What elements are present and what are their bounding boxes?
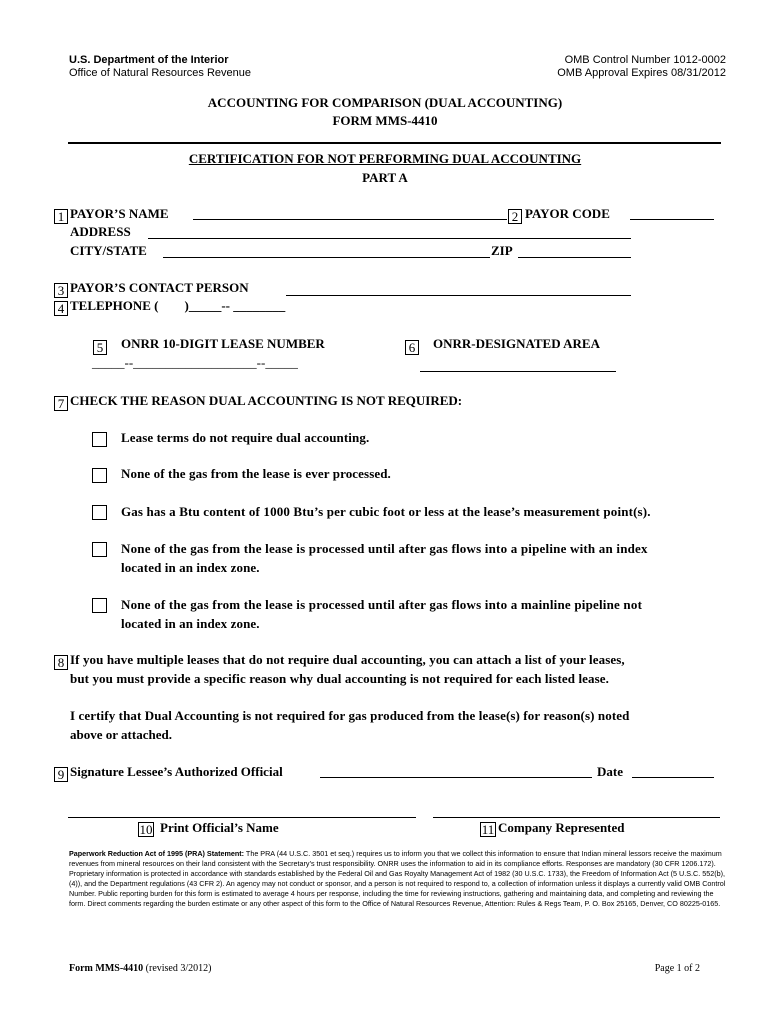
payors-name-label: PAYOR’S NAME: [70, 206, 169, 221]
field-number-4: 4: [54, 301, 68, 316]
signature-label: Signature Lessee’s Authorized Official: [70, 764, 283, 779]
certify-statement: I certify that Dual Accounting is not required for gas produced from the lease(s) for reason(s) noted: [70, 708, 630, 723]
lease-number-field[interactable]: _____--___________________--_____: [92, 355, 298, 370]
omb-expiration: OMB Approval Expires 08/31/2012: [557, 67, 726, 79]
field-number-7: 7: [54, 396, 68, 411]
footer-revised: (revised 3/2012): [143, 963, 212, 974]
agency-name: U.S. Department of the Interior: [69, 54, 229, 66]
payors-name-field[interactable]: [193, 219, 507, 220]
print-name-label: Print Official’s Name: [160, 820, 279, 835]
check-reason-label: CHECK THE REASON DUAL ACCOUNTING IS NOT REQUIRED:: [70, 393, 463, 408]
pra-statement-body: The PRA (44 U.S.C. 3501 et seq.) requires us to inform you that we collect this information to ensure that Indian mineral lessors receive the maximum revenues from mineral resources on their land consistent with the Secretary’s trust responsibility. ONRR uses the information to aid in its compliance efforts. Responses are mandatory (30 CFR 1206.172). Proprietary information is protected in accordance with standards established by the Federal Oil and Gas Royalty Management Act of 1982 (30 U.S.C. 1733), the Freedom of Information Act (5 U.S.C. 552(b), (4)), and the Department regulations (43 CFR 2). An agency may not conduct or sponsor, and a person is not required to respond to, a collection of information unless it displays a currently valid OMB Control Number. Public reporting burden for this form is estimated to average 4 hours per response, including the time for reviewing instructions, gathering and maintaining data, and completing and reviewing the form. Direct comments regarding the burden estimate or any other aspect of this form to the Office of Natural Resources Revenue, Attention: Rules & Regs Team, P. O. Box 25165, Denver, CO 80225-0165.: [69, 849, 726, 908]
part-label: PART A: [362, 170, 408, 185]
contact-person-label: PAYOR’S CONTACT PERSON: [70, 280, 249, 295]
reason-checkbox-never-processed[interactable]: [92, 468, 107, 483]
payor-code-field[interactable]: [630, 219, 714, 220]
section-heading: CERTIFICATION FOR NOT PERFORMING DUAL ACCOUNTING: [188, 151, 582, 166]
reason-checkbox-btu-content[interactable]: [92, 505, 107, 520]
reason-label-index-pipeline-cont: located in an index zone.: [121, 560, 260, 575]
zip-field[interactable]: [518, 257, 631, 258]
omb-control-number: OMB Control Number 1012-0002: [564, 54, 726, 66]
reason-label-lease-terms: Lease terms do not require dual accounting.: [121, 430, 370, 445]
field-number-6: 6: [405, 340, 419, 355]
payor-code-label: PAYOR CODE: [525, 206, 610, 221]
company-label: Company Represented: [498, 820, 625, 835]
contact-person-field[interactable]: [286, 295, 631, 296]
reason-label-btu-content: Gas has a Btu content of 1000 Btu’s per cubic foot or less at the lease’s measurement point(s).: [121, 504, 651, 519]
field-number-10: 10: [139, 822, 153, 837]
telephone-field[interactable]: TELEPHONE ( )_____-- ________: [70, 298, 286, 313]
field-number-5: 5: [93, 340, 107, 355]
address-field[interactable]: [148, 238, 631, 239]
field-number-8: 8: [54, 655, 68, 670]
multiple-leases-text-cont: but you must provide a specific reason why dual accounting is not required for each listed lease.: [70, 671, 609, 686]
reason-label-mainline-pipeline-cont: located in an index zone.: [121, 616, 260, 631]
company-field[interactable]: [433, 817, 720, 818]
reason-checkbox-index-pipeline[interactable]: [92, 542, 107, 557]
date-label: Date: [597, 764, 623, 779]
reason-checkbox-lease-terms[interactable]: [92, 432, 107, 447]
date-field[interactable]: [632, 777, 714, 778]
footer-form-id: Form MMS-4410: [69, 963, 144, 974]
page-number: Page 1 of 2: [654, 963, 700, 974]
field-number-11: 11: [481, 822, 495, 837]
address-label: ADDRESS: [70, 224, 131, 239]
agency-header: [69, 54, 251, 80]
title-divider: [68, 142, 721, 144]
field-number-9: 9: [54, 767, 68, 782]
form-footer-id: [69, 963, 211, 974]
field-number-2: 2: [508, 209, 522, 224]
form-title: ACCOUNTING FOR COMPARISON (DUAL ACCOUNTING): [207, 95, 563, 110]
pra-statement-lead: Paperwork Reduction Act of 1995 (PRA) Statement:: [69, 849, 245, 858]
designated-area-label: ONRR-DESIGNATED AREA: [433, 336, 600, 351]
reason-label-mainline-pipeline: None of the gas from the lease is processed until after gas flows into a mainline pipeline not: [121, 597, 643, 612]
field-number-1: 1: [54, 209, 68, 224]
zip-label: ZIP: [491, 243, 513, 258]
city-state-label: CITY/STATE: [70, 243, 147, 258]
certify-statement-cont: above or attached.: [70, 727, 172, 742]
designated-area-field[interactable]: [420, 371, 616, 372]
form-number: FORM MMS-4410: [332, 113, 438, 128]
signature-field[interactable]: [320, 777, 592, 778]
print-name-field[interactable]: [68, 817, 416, 818]
reason-label-never-processed: None of the gas from the lease is ever processed.: [121, 466, 391, 481]
omb-header: [557, 54, 726, 80]
reason-checkbox-mainline-pipeline[interactable]: [92, 598, 107, 613]
multiple-leases-text: If you have multiple leases that do not require dual accounting, you can attach a list of your leases,: [70, 652, 625, 667]
field-number-3: 3: [54, 283, 68, 298]
city-state-field[interactable]: [163, 257, 490, 258]
pra-statement: [69, 849, 727, 909]
reason-label-index-pipeline: None of the gas from the lease is processed until after gas flows into a pipeline with an index: [121, 541, 648, 556]
lease-number-label: ONRR 10-DIGIT LEASE NUMBER: [121, 336, 325, 351]
office-name: Office of Natural Resources Revenue: [69, 67, 251, 79]
